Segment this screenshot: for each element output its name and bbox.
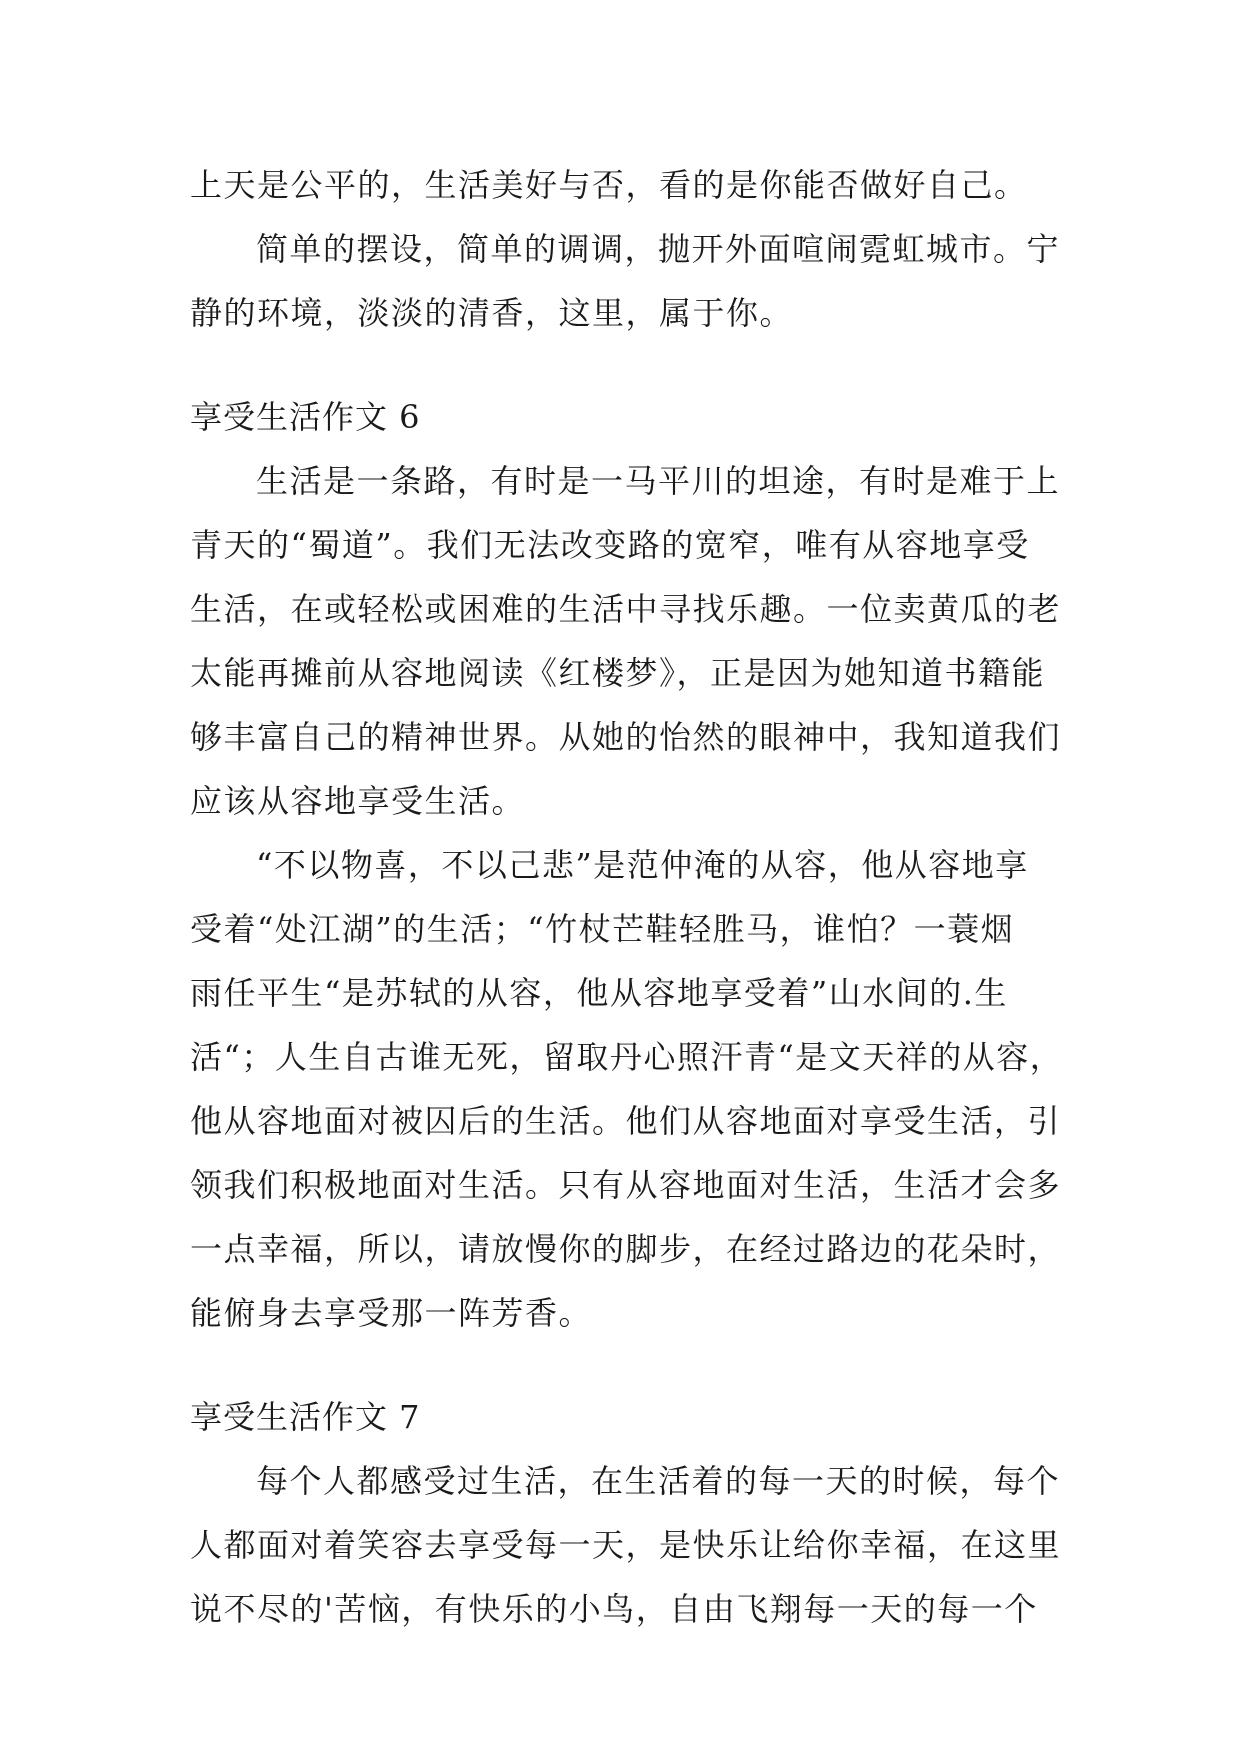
text-line: 生活，在或轻松或困难的生活中寻找乐趣。一位卖黄瓜的老: [190, 590, 1062, 628]
text-line: 活“；人生自古谁无死，留取丹心照汗青“是文天祥的从容，: [190, 1038, 1064, 1076]
text-line: 应该从容地享受生活。: [190, 782, 526, 820]
text-line: 生活是一条路，有时是一马平川的坦途，有时是难于上: [256, 462, 1061, 500]
text-line: 太能再摊前从容地阅读《红楼梦》，正是因为她知道书籍能: [190, 654, 1046, 692]
text-line: 人都面对着笑容去享受每一天，是快乐让给你幸福，在这里: [190, 1526, 1062, 1564]
text-line: 他从容地面对被囚后的生活。他们从容地面对享受生活，引: [190, 1102, 1062, 1140]
text-line: 静的环境，淡淡的清香，这里，属于你。: [190, 294, 794, 332]
section-heading: 享受生活作文 7: [190, 1398, 421, 1436]
section-heading: 享受生活作文 6: [190, 398, 421, 436]
text-line: 一点幸福，所以，请放慢你的脚步，在经过路边的花朵时，: [190, 1230, 1062, 1268]
text-line: 领我们积极地面对生活。只有从容地面对生活，生活才会多: [190, 1166, 1062, 1204]
text-line: “不以物喜，不以己悲”是范仲淹的从容，他从容地享: [256, 846, 1029, 884]
text-line: 青天的“蜀道”。我们无法改变路的宽窄，唯有从容地享受: [190, 526, 1030, 564]
text-line: 够丰富自己的精神世界。从她的怡然的眼神中，我知道我们: [190, 718, 1062, 756]
text-line: 能俯身去享受那一阵芳香。: [190, 1294, 593, 1332]
text-line: 雨任平生“是苏轼的从容，他从容地享受着”山水间的.生: [190, 974, 1008, 1012]
text-line: 上天是公平的，生活美好与否，看的是你能否做好自己。: [190, 166, 1028, 204]
text-line: 每个人都感受过生活，在生活着的每一天的时候，每个: [256, 1462, 1061, 1500]
text-line: 说不尽的'苦恼，有快乐的小鸟，自由飞翔每一天的每一个: [190, 1590, 1038, 1628]
text-line: 受着“处江湖”的生活；“竹杖芒鞋轻胜马，谁怕？一蓑烟: [190, 910, 1015, 948]
text-line: 简单的摆设，简单的调调，抛开外面喧闹霓虹城市。宁: [256, 230, 1061, 268]
